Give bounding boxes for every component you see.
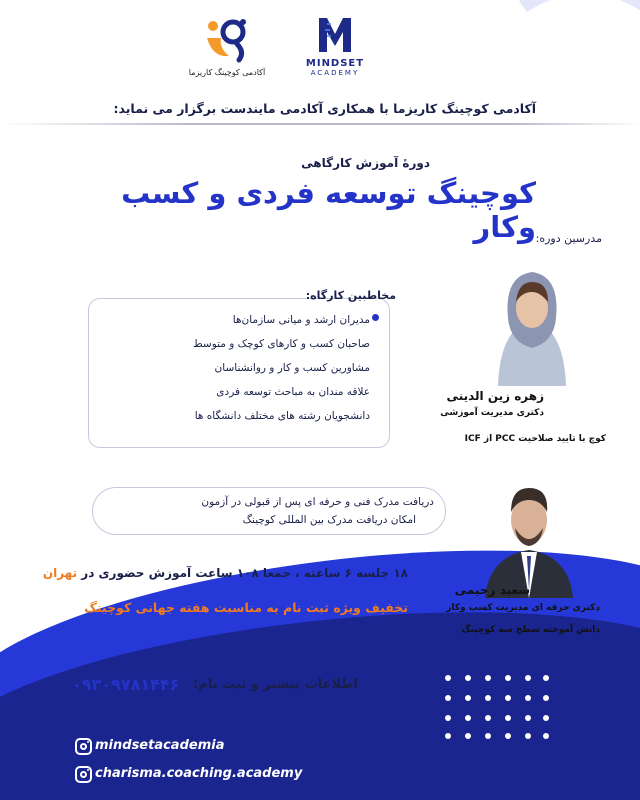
bullet-dot <box>372 314 379 321</box>
instructor-name: زهره زین الدینی <box>446 389 544 403</box>
dot-grid-decoration <box>442 672 552 742</box>
audience-item: دانشجویان رشته های مختلف دانشگاه ها <box>194 410 370 422</box>
audience-item: علاقه مندان به مباحث توسعه فردی <box>216 386 370 398</box>
social-account-link[interactable]: mindsetacademia <box>95 738 225 753</box>
sessions-info <box>43 566 408 580</box>
mindset-logo-sub: ACADEMY <box>310 69 360 77</box>
sessions-text: ۱۸ جلسه ۶ ساعته ، جمعا ۱۰۸ ساعت آموزش حضوری در <box>81 566 408 580</box>
instructor-credential: کوچ با تایید صلاحیت PCC از ICF <box>464 434 606 444</box>
phone-number[interactable]: ۰۹۳۰۹۷۸۱۴۴۶ <box>72 675 180 694</box>
mindset-logo-icon <box>315 14 355 54</box>
course-subtitle: دورهٔ آموزش کارگاهی <box>301 156 430 170</box>
instructor-credential: دانش آموخته سطح سه کوچینگ <box>461 625 600 635</box>
mindset-logo <box>300 14 370 86</box>
instructor-name: سعید رحیمی <box>454 583 530 597</box>
sessions-city: تهران <box>42 566 78 580</box>
woman-portrait-icon <box>458 258 606 386</box>
teachers-label: مدرسین دوره: <box>535 232 602 245</box>
certificate-line: امکان دریافت مدرک بین المللی کوچینگ <box>242 514 416 526</box>
certificate-box <box>92 487 446 535</box>
man-portrait-icon <box>455 470 603 598</box>
audience-label: مخاطبین کارگاه: <box>305 289 396 302</box>
certificate-line: دریافت مدرک فنی و حرفه ای پس از قبولی در آزمون <box>201 496 434 508</box>
audience-item: صاحبان کسب و کارهای کوچک و متوسط <box>192 338 370 350</box>
instagram-icon <box>75 766 92 783</box>
charisma-logo-caption: آکادمی کوچینگ کاریزما <box>188 68 266 77</box>
audience-item: مدیران ارشد و میانی سازمان‌ها <box>232 314 370 326</box>
mindset-logo-word: MINDSET <box>305 58 365 69</box>
social-account-link[interactable]: charisma.coaching.academy <box>95 766 303 781</box>
divider <box>0 123 640 125</box>
instructor-role: دکتری مدیریت آموزشی <box>440 408 544 418</box>
charisma-logo-icon <box>199 14 255 64</box>
instructor-photo-1 <box>458 258 606 386</box>
audience-item: مشاورین کسب و کار و روانشناسان <box>214 362 370 374</box>
course-title: کوچینگ توسعه فردی و کسب وکار <box>121 176 536 244</box>
instructor-photo-2 <box>455 470 603 598</box>
instagram-icon <box>75 738 92 755</box>
charisma-logo <box>182 14 272 84</box>
instructor-role: دکتری حرفه ای مدیریت کسب وکار <box>446 603 600 613</box>
more-info-label: اطلاعات بیشتر و ثبت نام: <box>193 677 358 692</box>
intro-text: آکادمی کوچینگ کاریزما با همکاری آکادمی مایندست برگزار می نماید: <box>113 101 536 116</box>
discount-text: تخفیف ویژه ثبت نام به مناسبت هفته جهانی کوچینگ <box>84 600 408 615</box>
